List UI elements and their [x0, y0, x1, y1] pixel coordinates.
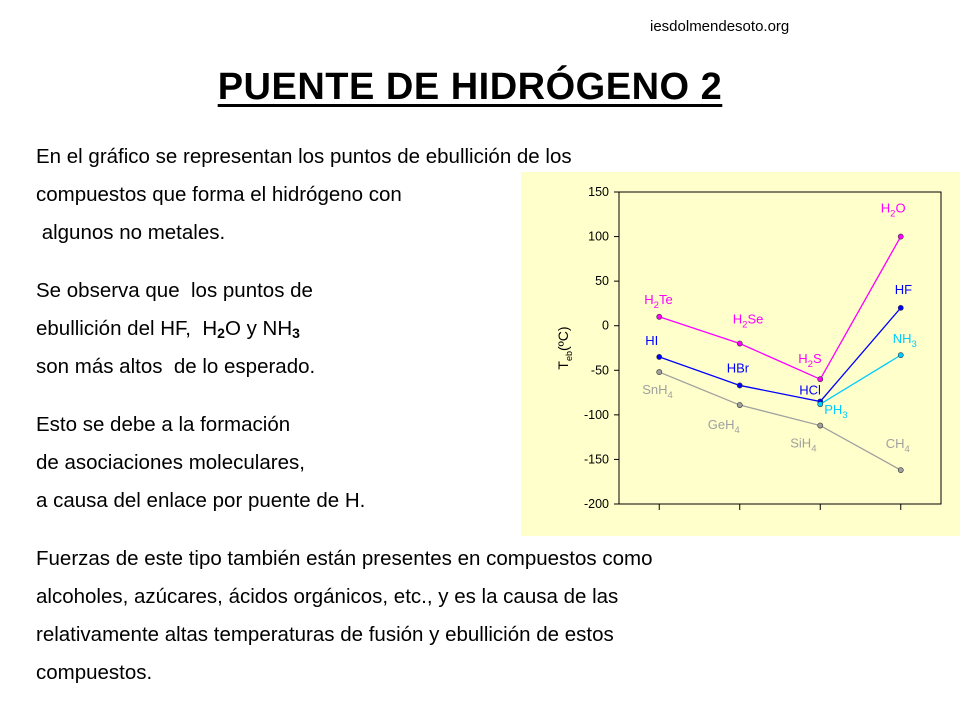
compound-label-base: H: [798, 351, 808, 367]
data-point-group16: [818, 377, 823, 382]
compound-label-base: GeH: [707, 417, 735, 433]
observation-line-2: [36, 317, 300, 342]
compound-label-subscript: 2: [890, 208, 896, 220]
explanation-line-3: a causa del enlace por puente de H.: [36, 489, 366, 512]
compound-label-base: H: [880, 200, 891, 216]
page-title: PUENTE DE HIDRÓGENO 2: [217, 66, 723, 108]
conclusion-line-2: alcoholes, azúcares, ácidos orgánicos, etc., y es la causa de las: [36, 585, 619, 608]
compound-label-base: HCl: [799, 382, 821, 398]
data-point-group16: [737, 341, 742, 346]
compound-label-base: H: [732, 311, 743, 327]
data-point-group16: [657, 314, 662, 319]
compound-label-rest: Te: [658, 291, 673, 307]
compound-label: [727, 360, 750, 375]
compound-label-subscript: 2: [807, 359, 813, 371]
compound-label: [645, 333, 658, 348]
data-point-group16: [898, 234, 903, 239]
y-tick-label: 0: [602, 318, 609, 333]
boiling-point-chart: [521, 172, 960, 536]
compound-label-subscript: 2: [653, 299, 659, 311]
compound-label-subscript: 2: [742, 319, 748, 331]
explanation-line-2: de asociaciones moleculares,: [36, 451, 305, 474]
water-subscript: 2: [217, 325, 225, 341]
data-point-group17: [737, 383, 742, 388]
website-label: iesdolmendesoto.org: [650, 18, 790, 35]
data-point-group15: [898, 353, 903, 358]
data-point-group14: [657, 369, 662, 374]
compound-label-subscript: 4: [667, 390, 673, 402]
compound-label-base: CH: [885, 436, 905, 452]
compound-label-base: SiH: [790, 435, 812, 451]
y-tick-label: 100: [588, 229, 609, 244]
data-point-group15: [818, 402, 823, 407]
y-axis-label-symbol: T: [555, 361, 571, 370]
intro-line-2: compuestos que forma el hidrógeno con: [36, 183, 402, 206]
y-tick-label: -200: [583, 497, 609, 511]
observation-line-3: son más altos de lo esperado.: [36, 355, 316, 378]
explanation-line-1: Esto se debe a la formación: [36, 413, 291, 436]
data-point-group14: [898, 468, 903, 473]
conclusion-line-4: compuestos.: [36, 661, 153, 684]
compound-label-base: H: [644, 291, 654, 307]
conclusion-line-1: Fuerzas de este tipo también están presentes en compuestos como: [36, 547, 653, 570]
compound-label-base: HF: [894, 281, 913, 297]
compound-label-subscript: 4: [811, 443, 817, 455]
compound-label-subscript: 3: [842, 410, 848, 422]
y-tick-label: -150: [583, 452, 609, 467]
y-tick-label: -100: [583, 407, 609, 422]
ammonia-subscript: 3: [292, 325, 300, 341]
compound-label-base: HI: [645, 332, 659, 348]
data-point-group14: [818, 423, 823, 428]
compound-label: [895, 282, 912, 297]
y-tick-label: 150: [588, 185, 609, 199]
observation-line-1: Se observa que los puntos de: [36, 279, 313, 302]
compound-label-subscript: 3: [911, 339, 917, 351]
compound-label-base: NH: [892, 331, 912, 347]
conclusion-line-3: relativamente altas temperaturas de fusión y ebullición de estos: [36, 623, 614, 646]
data-point-group17: [898, 305, 903, 310]
compound-label-base: HBr: [726, 360, 750, 376]
compound-label-rest: S: [812, 351, 822, 367]
data-point-group14: [737, 402, 742, 407]
y-tick-label: -50: [590, 363, 609, 378]
intro-line-3: algunos no metales.: [36, 221, 226, 244]
compound-label-base: PH: [824, 402, 843, 418]
compound-label-subscript: 4: [734, 425, 740, 437]
chart-background: [521, 172, 960, 536]
y-axis-label-unit: (ºC): [555, 326, 571, 351]
intro-line-1: En el gráfico se representan los puntos de ebullición de los: [36, 145, 572, 168]
compound-label-rest: Se: [747, 311, 764, 327]
y-axis-label-subscript: eb: [564, 350, 574, 362]
y-tick-label: 50: [595, 274, 609, 289]
data-point-group17: [657, 354, 662, 359]
compound-label: [799, 382, 821, 397]
compound-label-rest: O: [895, 200, 906, 216]
compound-label-subscript: 4: [904, 444, 910, 456]
compound-label-base: SnH: [642, 382, 668, 398]
observation-text-a: ebullición del HF, H: [36, 317, 218, 340]
observation-text-b: O y NH: [224, 317, 293, 340]
